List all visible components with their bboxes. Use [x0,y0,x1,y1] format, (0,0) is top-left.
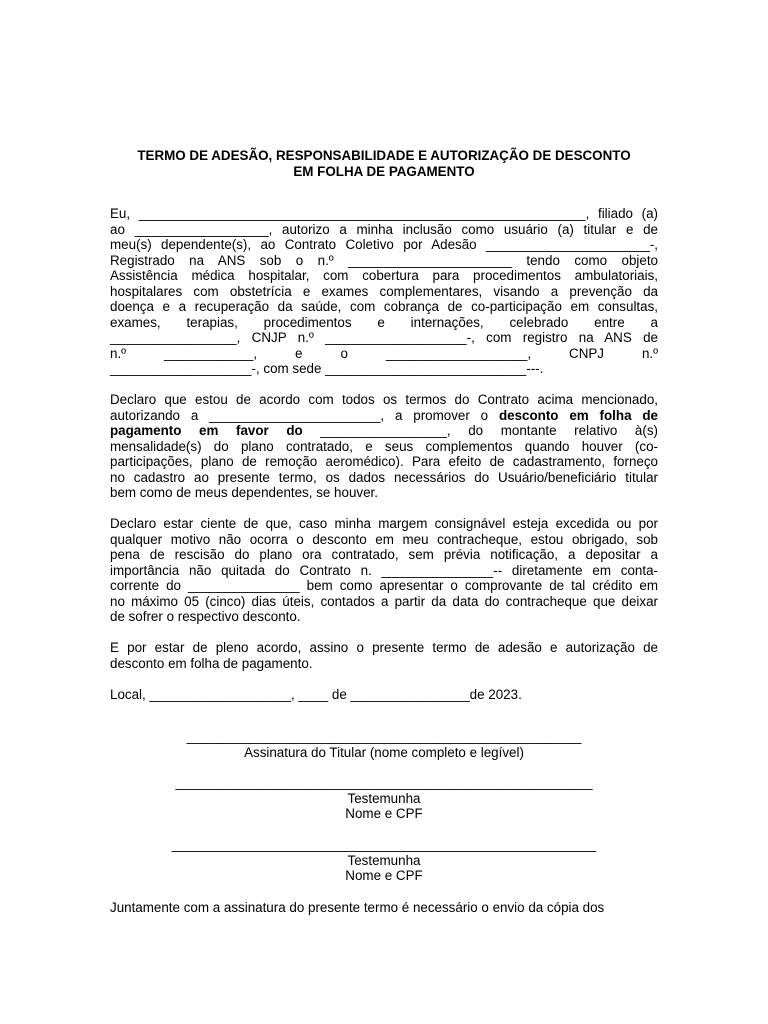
text-line: Registrado na ANS sob o n.º ______________________ tendo como objeto [110,252,658,268]
paragraph-authorization [110,392,658,501]
local-date-line [110,687,658,703]
text-line: E por estar de pleno acordo, assino o presente termo de adesão e autorização de [110,640,658,655]
witness-2-signature-block [110,837,658,884]
text-line: ___________________-, com sede ___________________________---. [110,361,544,376]
paragraph-margin-notice [110,516,658,625]
text-line: Assistência médica hospitalar, com cobertura para procedimentos ambulatoriais, [110,268,658,283]
signature-sublabel: Nome e CPF [345,806,423,821]
text-line: de sofrer o respectivo desconto. [110,609,301,624]
title-line-2: EM FOLHA DE PAGAMENTO [293,164,475,179]
text-line: desconto em folha de pagamento. [110,655,313,671]
text-line [110,408,658,424]
text-line: Declaro estar ciente de que, caso minha margem consignável esteja excedida ou por [110,516,658,531]
signature-line: _____________________________________________________ [186,729,582,744]
text-segment: _________________, do montante relativo à(s) [302,423,658,438]
text-line: qualquer motivo não ocorra o desconto em meu contracheque, estou obrigado, sob [110,531,658,547]
signature-label: Testemunha [347,790,421,806]
text-segment: autorizando a _______________________, a promover o [110,407,499,423]
text-line: mensalidade(s) do plano contratado, e seus complementos quando houver (co- [110,438,658,454]
text-line: pena de rescisão do plano ora contratado, sem prévia notificação, a depositar a [110,547,658,562]
paragraph-adhesion [110,206,658,377]
signature-label: Assinatura do Titular (nome completo e legível) [244,744,524,760]
paragraph-agreement [110,640,658,671]
text-line: meu(s) dependente(s), ao Contrato Coletivo por Adesão ______________________-, [110,237,658,252]
text-line [110,423,658,439]
title-line-1: TERMO DE ADESÃO, RESPONSABILIDADE E AUTORIZAÇÃO DE DESCONTO [137,148,631,163]
text-line: hospitalares com obstetrícia e exames complementares, visando a prevenção da [110,283,658,299]
text-line: exames, terapias, procedimentos e internações, celebrado entre a [110,314,658,330]
bold-text: pagamento em favor do [110,423,303,438]
footer-text: Juntamente com a assinatura do presente termo é necessário o envio da cópia dos [110,900,605,915]
text-line: bem como de meus dependentes, se houver. [110,485,378,500]
text-line: doença e a recuperação da saúde, com cobrança de co-participação em consultas, [110,299,658,314]
text-line: n.º ____________, e o ___________________, CNPJ n.º [110,345,658,361]
witness-1-signature-block [110,775,658,822]
document-body [110,206,658,718]
text-line: participações, plano de remoção aeromédico). Para efeito de cadastramento, forneço [110,454,658,469]
text-line: importância não quitada do Contrato n. _______________-- diretamente em conta- [110,562,658,578]
document-title [110,148,658,180]
text-line: no máximo 05 (cinco) dias úteis, contados a partir da data do contracheque que deixar [110,593,658,609]
text-line: no cadastro ao presente termo, os dados necessários do Usuário/beneficiário titular [110,469,658,485]
text-line: Eu, ____________________________________________________________, filiado (a) [110,206,658,221]
signature-sublabel: Nome e CPF [345,868,423,883]
signature-label: Testemunha [347,852,421,868]
text-line: Declaro que estou de acordo com todos os termos do Contrato acima mencionado, [110,392,658,407]
text-line: Local, ___________________, ____ de ________________de 2023. [110,686,522,702]
titular-signature-block [110,729,658,760]
signature-line: _________________________________________________________ [171,837,597,852]
text-line: ao __________________, autorizo a minha inclusão como usuário (a) titular e de [110,221,658,237]
text-line: _________________, CNJP n.º ___________________-, com registro na ANS de [110,330,658,345]
text-line: corrente do _______________ bem como apresentar o comprovante de tal crédito em [110,578,658,593]
signature-line: ________________________________________________________ [175,775,593,790]
bold-text: desconto em folha de [498,407,658,423]
